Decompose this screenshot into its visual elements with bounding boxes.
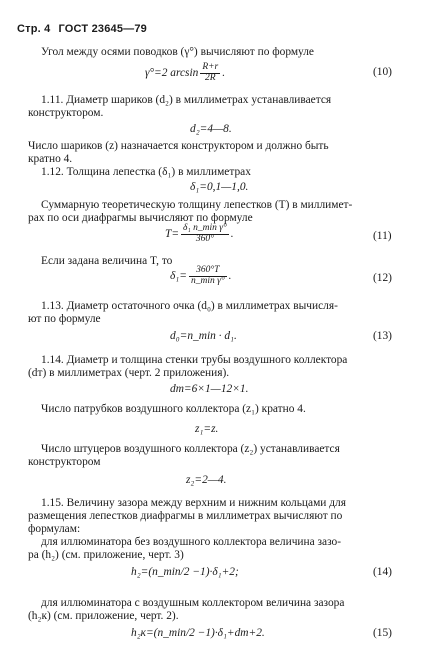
- equation-number-12: (12): [373, 272, 392, 284]
- paragraph-fittings-b: конструктором: [28, 456, 101, 468]
- paragraph-1-15-c: формулам:: [28, 523, 81, 535]
- paragraph-with-collector-b: (h₂к) (см. приложение, черт. 2).: [28, 610, 179, 622]
- equation-number-11: (11): [373, 230, 392, 242]
- page-header: [17, 23, 147, 36]
- paragraph-1-11-b: конструктором.: [28, 107, 104, 119]
- paragraph-1-11-a: 1.11. Диаметр шариков (d₂) в миллиметрах устанавливается: [41, 94, 332, 106]
- paragraph-1-14-a: 1.14. Диаметр и толщина стенки трубы воздушного коллектора: [41, 354, 348, 366]
- paragraph-total-a: Суммарную теоретическую толщину лепестков (T) в миллимет-: [41, 199, 353, 211]
- formula-z2: z₂=2—4.: [186, 474, 227, 486]
- formula-10-lhs: γ°=2 arcsin: [145, 67, 199, 80]
- formula-12-denominator: n_min γ°: [190, 275, 225, 286]
- equation-number-13: (13): [373, 330, 392, 342]
- paragraph-with-collector-a: для иллюминатора с воздушным коллектором величина зазора: [41, 597, 345, 609]
- formula-11-numerator: δ₁ n_min γ°: [183, 223, 227, 233]
- paragraph-balls-a: Число шариков (z) назначается конструктором и должно быть: [28, 140, 329, 152]
- paragraph-angle: Угол между осями поводков (γ°) вычисляют по формуле: [41, 46, 314, 58]
- formula-dt: dт=6×1—12×1.: [170, 383, 249, 395]
- equation-number-14: (14): [373, 566, 392, 578]
- formula-10-denominator: 2R: [205, 72, 216, 83]
- formula-12-numerator: 360°T: [189, 266, 227, 277]
- formula-13: d₀=n_min · d₁.: [170, 330, 237, 342]
- formula-14: h₂=(n_min/2 −1)·δ₁+2;: [131, 566, 239, 578]
- formula-delta1: δ₁=0,1—1,0.: [190, 181, 249, 193]
- paragraph-balls-b: кратно 4.: [28, 153, 73, 165]
- equation-number-10: (10): [373, 66, 392, 78]
- formula-z1: z₁=z.: [195, 423, 219, 435]
- formula-12-lhs: δ₁=: [170, 270, 187, 283]
- formula-10: γ°=2 arcsin $\frac{R+r}{2R}$ .: [145, 62, 226, 83]
- formula-d2: d₂=4—8.: [190, 123, 232, 135]
- formula-11-lhs: T=: [165, 228, 180, 241]
- paragraph-1-13-a: 1.13. Диаметр остаточного очка (d₀) в миллиметрах вычисля-: [41, 300, 338, 312]
- formula-12: δ₁= $\frac{360^\circ T}{\text{n\_min γ°}}$ .: [170, 265, 232, 286]
- paragraph-1-14-b: (dт) в миллиметрах (черт. 2 приложения).: [28, 367, 230, 379]
- paragraph-if-given: Если задана величина T, то: [41, 255, 173, 267]
- equation-number-15: (15): [373, 627, 392, 639]
- paragraph-no-collector-a: для иллюминатора без воздушного коллектора величина зазо-: [41, 536, 342, 548]
- page-number: Стр. 4: [17, 23, 51, 35]
- formula-11: T= $\frac{\text{δ₁ n\_min γ°}}{360^\circ}$ .: [165, 223, 234, 244]
- formula-10-numerator: R+r: [202, 62, 219, 72]
- paragraph-total-b: рах по оси диафрагмы вычисляют по формуле: [28, 212, 253, 224]
- paragraph-fittings-a: Число штуцеров воздушного коллектора (z₂) устанавливается: [41, 443, 340, 455]
- paragraph-1-15-b: размещения лепестков диафрагмы в миллиметрах вычисляют по: [28, 510, 343, 522]
- paragraph-1-13-b: ют по формуле: [28, 313, 101, 325]
- standard-code: ГОСТ 23645—79: [58, 23, 148, 35]
- paragraph-pipes: Число патрубков воздушного коллектора (z₁) кратно 4.: [41, 403, 306, 415]
- formula-15: h₂к=(n_min/2 −1)·δ₁+dт+2.: [131, 627, 265, 639]
- formula-11-denominator: 360°: [195, 233, 214, 244]
- paragraph-1-12: 1.12. Толщина лепестка (δ₁) в миллиметрах: [41, 166, 251, 178]
- paragraph-1-15-a: 1.15. Величину зазора между верхним и нижним кольцами для: [41, 497, 346, 509]
- paragraph-no-collector-b: ра (h₂) (см. приложение, черт. 3): [28, 549, 184, 561]
